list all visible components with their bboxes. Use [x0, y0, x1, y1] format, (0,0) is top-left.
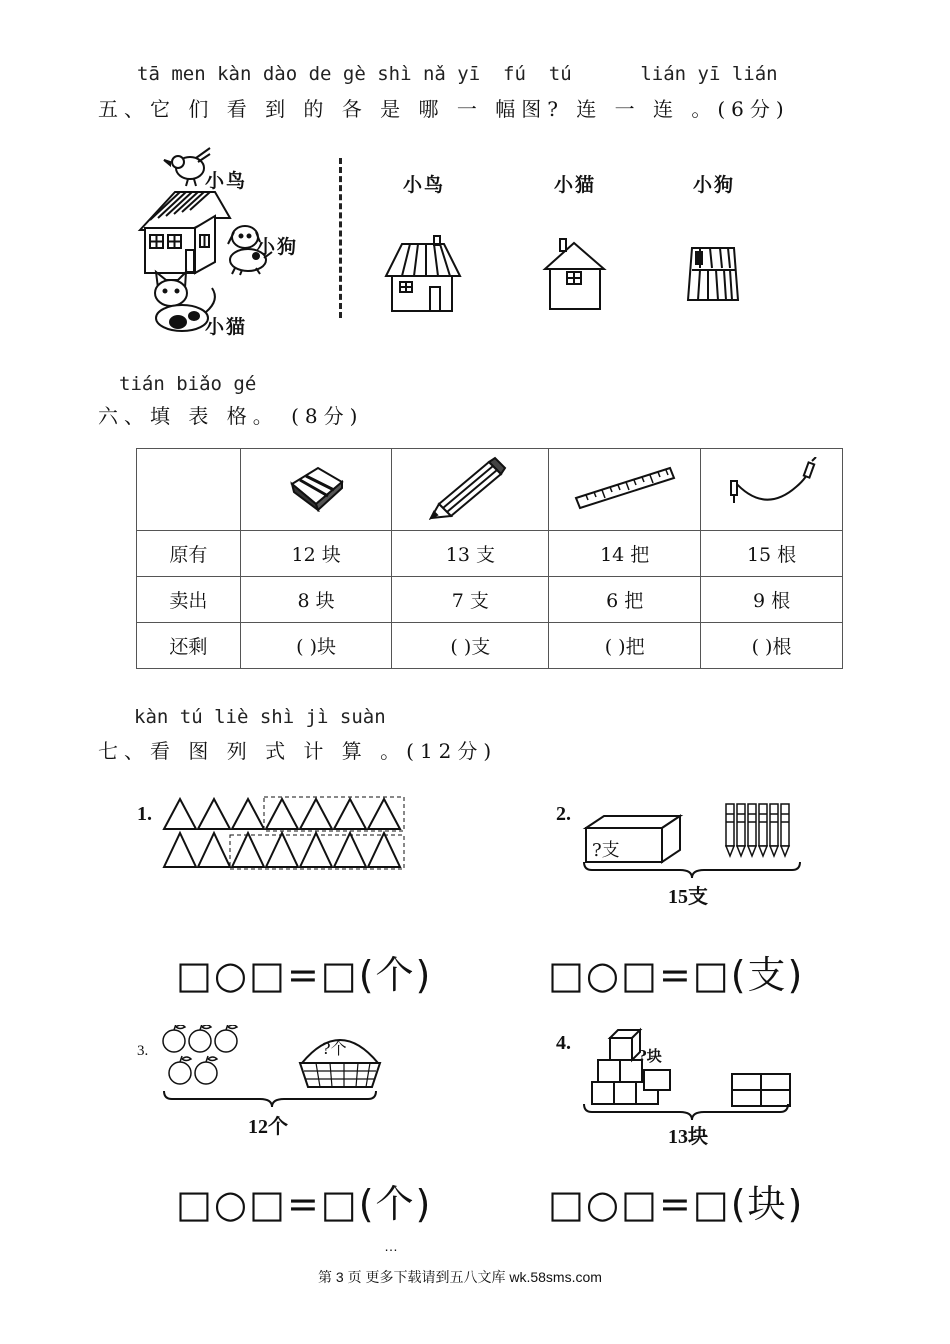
- ellipsis: …: [384, 1238, 398, 1254]
- triangle-icon: [300, 833, 332, 867]
- table-cell: 15 根: [701, 531, 843, 577]
- triangle-icon: [334, 799, 366, 829]
- option-label-3: 小狗: [693, 174, 736, 196]
- triangle-icon: [198, 833, 230, 867]
- table-corner-cell: [137, 449, 241, 531]
- triangle-icon: [334, 833, 366, 867]
- triangle-icon: [368, 833, 400, 867]
- section7-title: 七、看 图 列 式 计 算 。(12分): [98, 739, 498, 763]
- apples-basket-figure: [160, 1025, 385, 1110]
- bird-icon: [164, 148, 210, 186]
- scene-label-bird: 小鸟: [205, 170, 248, 192]
- blocks-label: ?块: [638, 1047, 662, 1065]
- rope-icon: [724, 457, 820, 517]
- house-icon: [140, 192, 230, 273]
- apple-icon: [189, 1025, 211, 1052]
- table-header-cell: [701, 449, 843, 531]
- problem-2-number: 2.: [556, 803, 571, 825]
- triangle-icon: [266, 799, 298, 829]
- apple-icon: [215, 1025, 237, 1052]
- pencil-icon: [748, 804, 756, 856]
- triangle-icon: [232, 833, 264, 867]
- triangle-icon: [266, 833, 298, 867]
- scene-label-cat: 小猫: [205, 316, 248, 338]
- problem-1-number: 1.: [137, 803, 152, 825]
- blocks-figure: [580, 1022, 805, 1122]
- problem-3-equation[interactable]: □○□=□(个): [176, 1182, 433, 1226]
- apple-icon: [169, 1056, 191, 1084]
- problem-1-equation[interactable]: □○□=□(个): [176, 953, 433, 997]
- pencil-icon: [425, 454, 515, 520]
- pencil-icon: [726, 804, 734, 856]
- option-label-1: 小鸟: [403, 174, 446, 196]
- triangle-icon: [164, 799, 196, 829]
- apple-icon: [195, 1056, 217, 1084]
- house-view-front-icon[interactable]: [540, 235, 610, 315]
- ruler-icon: [572, 462, 678, 512]
- table-row: [137, 577, 843, 623]
- section5-title: 五、它 们 看 到 的 各 是 哪 一 幅图? 连 一 连 。(6分): [98, 97, 790, 121]
- triangle-icon: [164, 833, 196, 867]
- section7-pinyin: kàn tú liè shì jì suàn: [134, 706, 386, 728]
- answer-cell[interactable]: ( )根: [701, 623, 843, 669]
- section5-pinyin: tā men kàn dào de gè shì nǎ yī fú tú lián yī lián: [137, 63, 778, 85]
- table-cell: 9 根: [701, 577, 843, 623]
- table-cell: 13 支: [392, 531, 549, 577]
- answer-cell[interactable]: ( )块: [240, 623, 392, 669]
- table-row: [137, 531, 843, 577]
- triangle-icon: [198, 799, 230, 829]
- table-cell: 12 块: [240, 531, 392, 577]
- dashed-divider: [339, 158, 342, 318]
- table-cell: 6 把: [549, 577, 701, 623]
- triangle-icon: [232, 799, 264, 829]
- problem-3-total: 12个: [248, 1116, 288, 1138]
- problem-4-number: 4.: [556, 1032, 571, 1054]
- table-row: [137, 623, 843, 669]
- problem-4-total: 13块: [668, 1126, 708, 1148]
- eraser-icon: [284, 462, 348, 512]
- pencil-icon: [781, 804, 789, 856]
- basket-label: ?个: [322, 1039, 347, 1058]
- problem-4-equation[interactable]: □○□=□(块): [548, 1182, 805, 1226]
- table-header-cell: [392, 449, 549, 531]
- row-label: 卖出: [137, 577, 241, 623]
- table-row: [137, 449, 843, 531]
- footer-text: 第 3 页 更多下载请到五八文库 wk.58sms.com: [318, 1269, 602, 1285]
- table-header-cell: [549, 449, 701, 531]
- table-cell: 7 支: [392, 577, 549, 623]
- pencil-icon: [759, 804, 767, 856]
- problem-3-number: 3.: [137, 1043, 149, 1059]
- table-cell: 14 把: [549, 531, 701, 577]
- table-cell: 8 块: [240, 577, 392, 623]
- answer-cell[interactable]: ( )支: [392, 623, 549, 669]
- pencil-icon: [770, 804, 778, 856]
- pencil-icon: [737, 804, 745, 856]
- triangle-icon: [368, 799, 400, 829]
- table-header-cell: [240, 449, 392, 531]
- scene-label-dog: 小狗: [256, 236, 299, 258]
- answer-cell[interactable]: ( )把: [549, 623, 701, 669]
- row-label: 还剩: [137, 623, 241, 669]
- option-label-2: 小猫: [554, 174, 597, 196]
- row-label: 原有: [137, 531, 241, 577]
- problem-2-equation[interactable]: □○□=□(支): [548, 953, 805, 997]
- section6-pinyin: tián biǎo gé: [119, 373, 257, 395]
- house-view-side-icon[interactable]: [380, 232, 470, 317]
- box-label: ?支: [592, 840, 620, 861]
- apple-icon: [163, 1025, 185, 1052]
- house-view-top-icon[interactable]: [684, 240, 744, 305]
- fill-table: [136, 448, 843, 669]
- problem-2-total: 15支: [668, 886, 708, 908]
- triangles-figure: [160, 795, 410, 875]
- triangle-icon: [300, 799, 332, 829]
- section6-title: 六、填 表 格。 (8分): [98, 404, 364, 428]
